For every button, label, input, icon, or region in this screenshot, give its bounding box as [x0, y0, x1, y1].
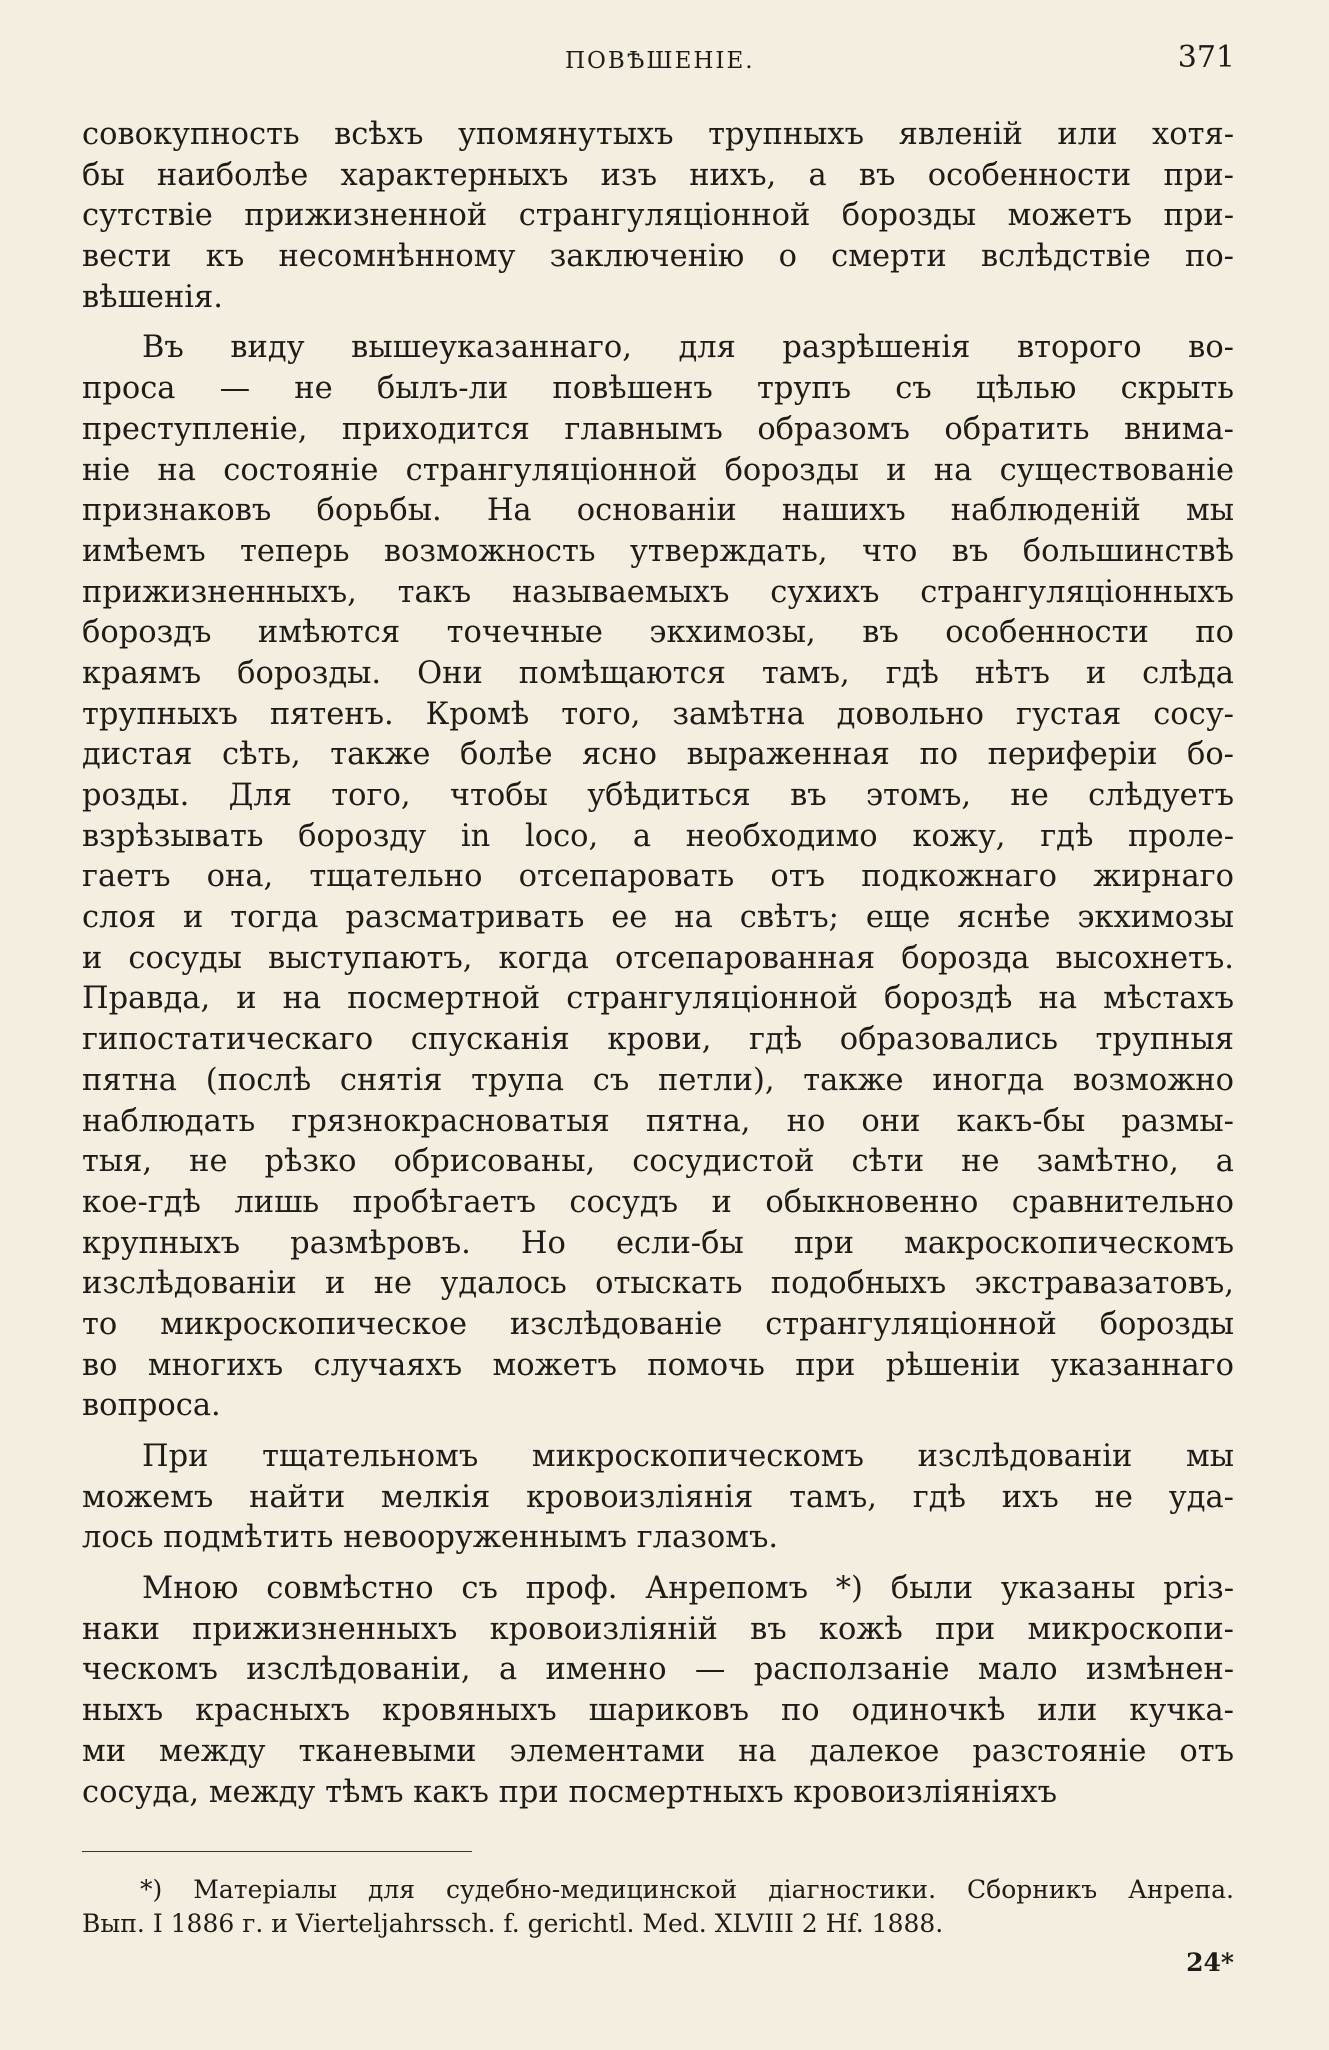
paragraph	[82, 1437, 1234, 1559]
text-line: При тщательномъ микроскопическомъ изслѣдованіи мы	[142, 1439, 1234, 1474]
text-line: взрѣзывать борозду in loco, а необходимо кожу, гдѣ проле-	[82, 818, 1234, 854]
text-line: ческомъ изслѣдованіи, а именно — расползаніе мало измѣнен-	[82, 1652, 1234, 1688]
text-line: бы наиболѣе характерныхъ изъ нихъ, а въ особенности при-	[82, 157, 1234, 193]
paragraph	[82, 115, 1234, 318]
text-line: кое-гдѣ лишь пробѣгаетъ сосудъ и обыкновенно сравнительно	[82, 1184, 1234, 1220]
running-title: ПОВѢШЕНІЕ.	[565, 48, 755, 74]
footnote	[82, 1873, 1234, 1941]
text-line: ніе на состояніе странгуляціонной борозды и на существованіе	[82, 452, 1234, 488]
text-line: дистая сѣть, также болѣе ясно выраженная по периферіи бо-	[82, 737, 1234, 773]
footnote-line: *) Матеріалы для судебно-медицинской діагностики. Сборникъ Анрепа.	[140, 1875, 1234, 1904]
text-line: розды. Для того, чтобы убѣдиться въ этомъ, не слѣдуетъ	[82, 778, 1234, 813]
text-line: краямъ борозды. Они помѣщаются тамъ, гдѣ нѣтъ и слѣда	[82, 655, 1234, 691]
text-line: наблюдать грязнокрасноватыя пятна, но они какъ-бы размы-	[82, 1103, 1234, 1139]
text-line: прижизненныхъ, такъ называемыхъ сухихъ странгуляціонныхъ	[82, 574, 1234, 610]
text-line: лось подмѣтить невооруженнымъ глазомъ.	[82, 1520, 779, 1556]
footnote-rule	[82, 1851, 472, 1852]
text-line: тыя, не рѣзко обрисованы, сосудистой сѣти не замѣтно, а	[82, 1144, 1234, 1180]
text-line: Въ виду вышеуказаннаго, для разрѣшенія второго во-	[142, 330, 1234, 366]
text-line: можемъ найти мелкія кровоизліянія тамъ, гдѣ ихъ не уда-	[82, 1479, 1234, 1515]
paragraph-gap	[82, 1427, 1234, 1437]
text-line: во многихъ случаяхъ можетъ помочь при рѣшеніи указаннаго	[82, 1347, 1234, 1383]
paragraph	[82, 1569, 1234, 1813]
text-line: ныхъ красныхъ кровяныхъ шариковъ по одиночкѣ или кучка-	[82, 1693, 1234, 1729]
text-line: ми между тканевыми элементами на далекое разстояніе отъ	[82, 1733, 1234, 1769]
text-line: пятна (послѣ снятія трупа съ петли), также иногда возможно	[82, 1062, 1234, 1098]
footnote-line: Вып. I 1886 г. и Vierteljahrssch. f. gerichtl. Med. XLVIII 2 Hf. 1888.	[82, 1909, 944, 1938]
text-line: бороздъ имѣются точечные экхимозы, въ особенности по	[82, 615, 1234, 651]
text-line: признаковъ борьбы. На основаніи нашихъ наблюденій мы	[82, 493, 1234, 529]
paragraph-gap	[82, 318, 1234, 328]
text-line: проса — не былъ-ли повѣшенъ трупъ съ цѣлью скрыть	[82, 371, 1234, 407]
text-line: изслѣдованіи и не удалось отыскать подобныхъ экстравазатовъ,	[82, 1266, 1234, 1302]
text-line: крупныхъ размѣровъ. Но если-бы при макроскопическомъ	[82, 1225, 1234, 1261]
signature-mark: 24*	[1186, 1948, 1234, 1977]
text-line: слоя и тогда разсматривать ее на свѣтъ; еще яснѣе экхимозы	[82, 900, 1234, 936]
text-line: то микроскопическое изслѣдованіе странгуляціонной борозды	[82, 1306, 1234, 1342]
text-line: трупныхъ пятенъ. Кромѣ того, замѣтна довольно густая сосу-	[82, 696, 1234, 732]
text-line: Правда, и на посмертной странгуляціонной бороздѣ на мѣстахъ	[82, 981, 1234, 1017]
body-text	[82, 115, 1234, 1813]
running-head	[85, 40, 1235, 80]
page-number: 371	[1177, 40, 1235, 75]
text-line: имѣемъ теперь возможность утверждать, что въ большинствѣ	[82, 533, 1234, 569]
text-line: наки прижизненныхъ кровоизліяній въ кожѣ при микроскопи-	[82, 1611, 1234, 1647]
paragraph-gap	[82, 1559, 1234, 1569]
text-line: вопроса.	[82, 1388, 221, 1424]
text-line: гаетъ она, тщательно отсепаровать отъ подкожнаго жирнаго	[82, 859, 1234, 895]
text-line: вѣшенія.	[82, 279, 223, 315]
text-line: совокупность всѣхъ упомянутыхъ трупныхъ явленій или хотя-	[82, 117, 1234, 152]
text-line: Мною совмѣстно съ проф. Анрепомъ *) были указаны priз-	[142, 1571, 1234, 1607]
text-line: преступленіе, приходится главнымъ образомъ обратить внима-	[82, 411, 1234, 447]
text-line: сосуда, между тѣмъ какъ при посмертныхъ кровоизліяніяхъ	[82, 1774, 1058, 1810]
text-line: вести къ несомнѣнному заключенію о смерти вслѣдствіе по-	[82, 239, 1234, 275]
text-line: и сосуды выступаютъ, когда отсепарованная борозда высохнетъ.	[82, 940, 1234, 976]
paragraph	[82, 328, 1234, 1427]
text-line: гипостатическаго спусканія крови, гдѣ образовались трупныя	[82, 1022, 1234, 1058]
text-line: сутствіе прижизненной странгуляціонной борозды можетъ при-	[82, 198, 1234, 234]
